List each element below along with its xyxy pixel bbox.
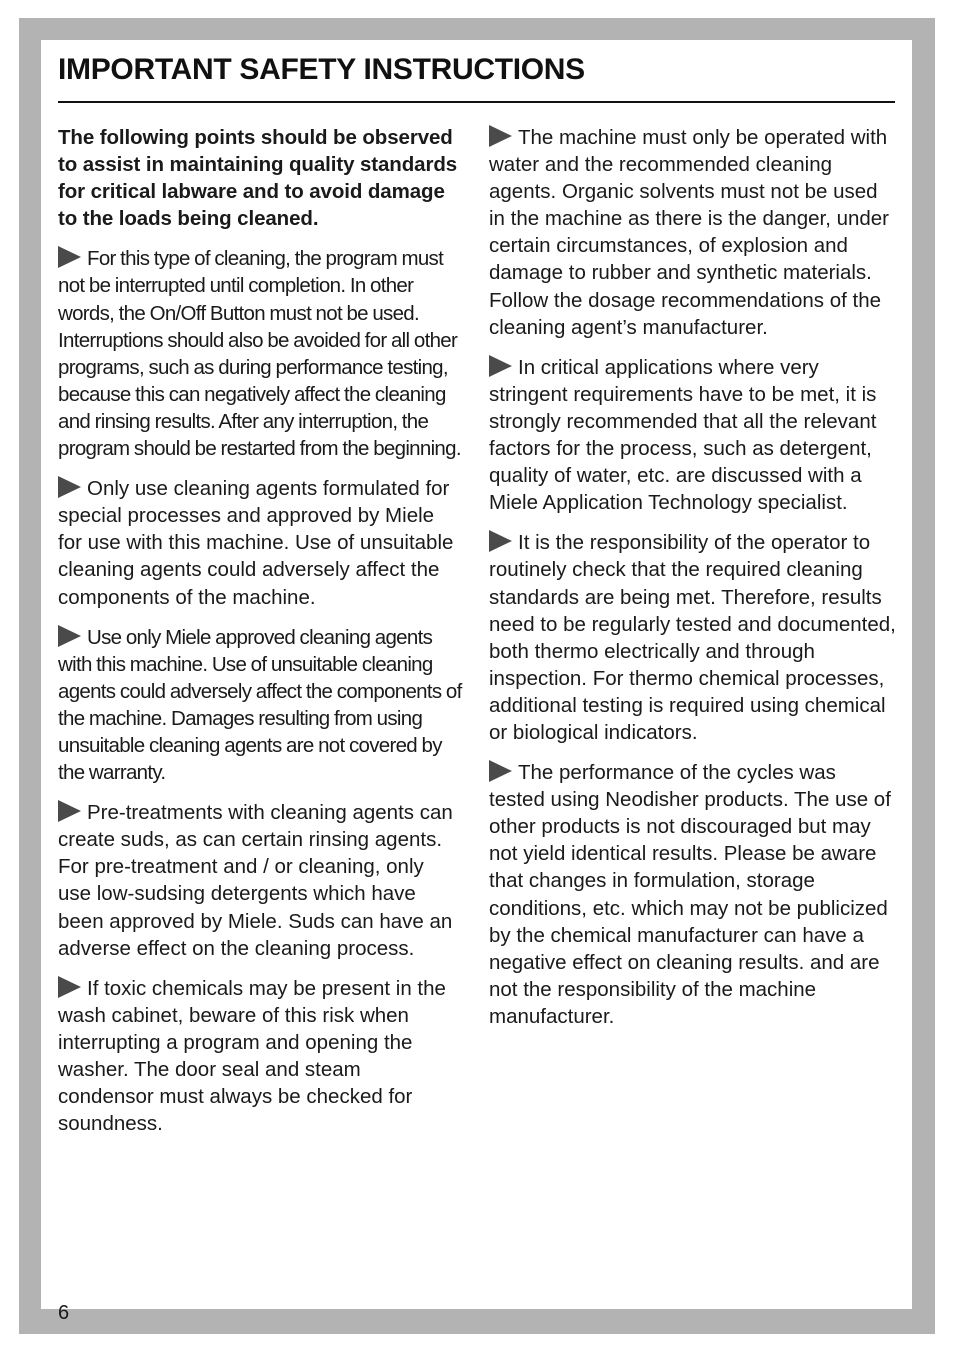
triangle-right-icon (58, 625, 81, 647)
instruction-item (58, 624, 462, 787)
triangle-right-icon (58, 246, 81, 268)
instruction-text: The performance of the cycles was tested using Neodisher products. The use of other products is not discouraged but may not yield identical results. Please be aware that changes in formulation, storage conditions, etc. which may not be publicized by the chemical manufacturer can have a negative effect on cleaning results. and are not the responsibility of the machine manufacturer. (489, 761, 891, 1028)
triangle-right-icon (489, 760, 512, 782)
instruction-text: In critical applications where very stringent requirements have to be met, it is strongly recommended that all the relevant factors for the process, such as detergent, quality of water, etc. are discussed with a Miele Application Technology specialist. (489, 355, 877, 515)
triangle-right-icon (58, 800, 81, 822)
left-column (58, 124, 462, 1150)
page-number: 6 (58, 1302, 70, 1324)
instruction-text: If toxic chemicals may be present in the wash cabinet, beware of this risk when interrupting a program and opening the washer. The door seal and steam condensor must always be checked for soundness. (58, 976, 446, 1136)
title-divider (58, 101, 895, 103)
instruction-text: For this type of cleaning, the program must not be interrupted until completion. In other words, the On/Off Button must not be used. Interruptions should also be avoided for all other programs, such as during performance testing, because this can negatively affect the cleaning and rinsing results. After any interruption, the program should be restarted from the beginning. (58, 247, 461, 461)
instruction-item (58, 245, 462, 462)
instruction-item (58, 799, 462, 962)
triangle-right-icon (58, 476, 81, 498)
triangle-right-icon (489, 355, 512, 377)
triangle-right-icon (58, 976, 81, 998)
right-column (489, 124, 897, 1043)
instruction-text: Pre-treatments with cleaning agents can create suds, as can certain rinsing agents. For pre-treatment and / or cleaning, only use low-sudsing detergents which have been approved by Miele. Suds can have an adverse effect on the cleaning process. (58, 801, 453, 960)
instruction-text: Only use cleaning agents formulated for special processes and approved by Miele for use with this machine. Use of unsuitable cleaning agents could adversely affect the components of the machine. (58, 477, 454, 609)
instruction-text: Use only Miele approved cleaning agents with this machine. Use of unsuitable cleaning agents could adversely affect the components of the machine. Damages resulting from using unsuitable cleaning agents are not covered by the warranty. (58, 625, 462, 785)
instruction-item (58, 475, 462, 610)
instruction-item (489, 529, 897, 746)
instruction-item (489, 124, 897, 341)
triangle-right-icon (489, 530, 512, 552)
instruction-text: The machine must only be operated with water and the recommended cleaning agents. Organic solvents must not be used in the machine as there is the danger, under certain circumstances, of explosion and damage to rubber and synthetic materials. Follow the dosage recommendations of the cleaning agent’s manufacturer. (489, 126, 890, 339)
instruction-item (489, 354, 897, 517)
instruction-item (58, 975, 462, 1138)
instruction-item (489, 759, 897, 1030)
instruction-text: It is the responsibility of the operator to routinely check that the required cleaning standards are being met. Therefore, results need to be regularly tested and documented, both thermo electrically and through inspection. For thermo chemical processes, additional testing is required using chemical or biological indicators. (489, 531, 896, 744)
page-title: IMPORTANT SAFETY INSTRUCTIONS (58, 53, 585, 86)
triangle-right-icon (489, 125, 512, 147)
intro-paragraph: The following points should be observed to assist in maintaining quality standards for critical labware and to avoid damage to the loads being cleaned. (58, 126, 458, 231)
